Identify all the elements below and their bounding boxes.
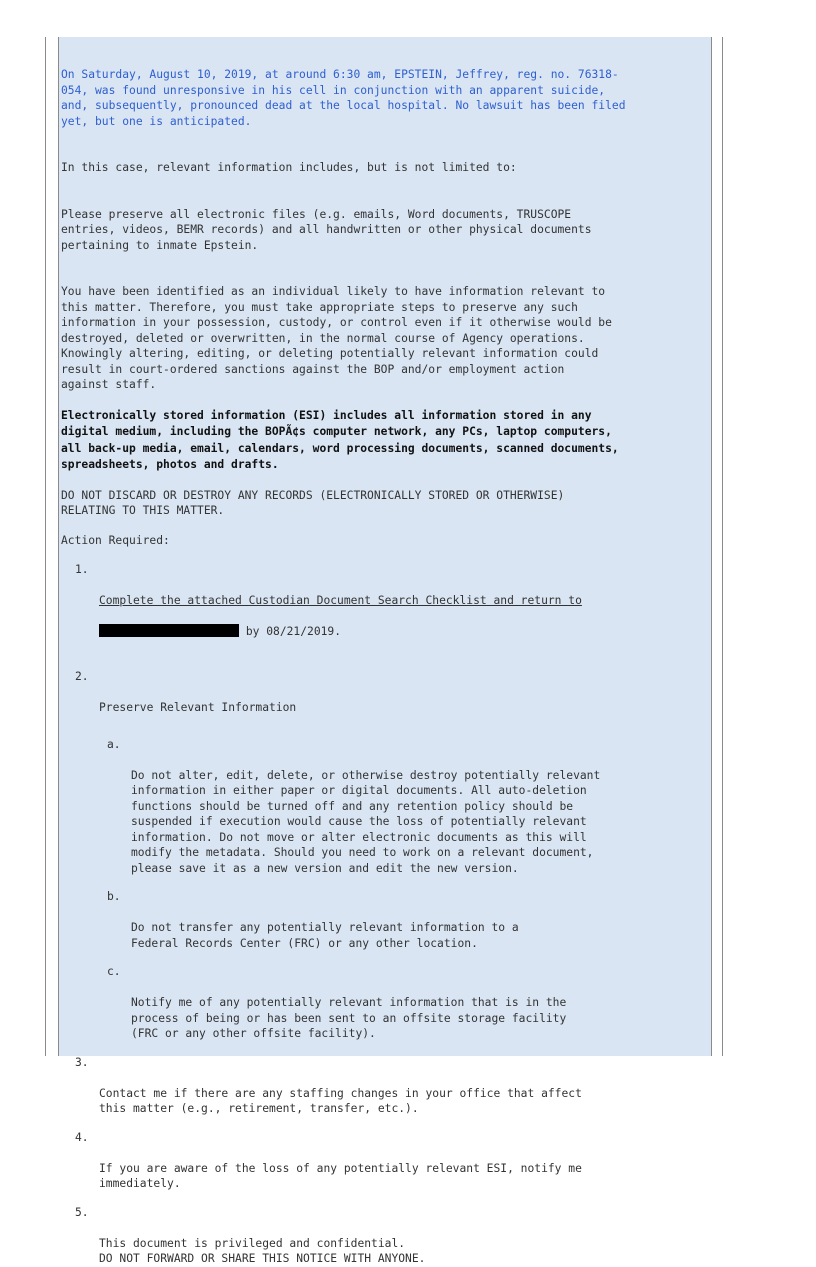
action-subitem-a [107,737,711,877]
email-body-panel [58,37,712,1265]
action-item-2-text: Preserve Relevant Information [99,701,297,714]
action-subitem-c [107,964,711,1042]
action-item-4-text: If you are aware of the loss of any potentially relevant ESI, notify me immediately. [99,1161,582,1190]
action-item-5-text: This document is privileged and confidential. DO NOT FORWARD OR SHARE THIS NOTICE WITH ANYONE. [99,1236,426,1265]
action-subitem-letter: c. [107,965,121,978]
action-item-2 [75,669,711,716]
action-subitem-letter: b. [107,890,121,903]
action-item-3-text: Contact me if there are any staffing changes in your office that affect this matter (e.g., retirement, transfer, etc.). [99,1086,582,1115]
esi-definition-paragraph: Electronically stored information (ESI) includes all information stored in any digital medium, including the BOPÃ¢s computer network, any PCs, laptop computers, all back-up media, email, calendars, word processing documents, scanned documents, spreadsheets, photos and drafts. [61,408,619,471]
action-item-number: 5. [75,1205,89,1219]
action-subitem-c-text: Notify me of any potentially relevant information that is in the process of being or has been sent to an offsite storage facility (FRC or any other offsite facility). [131,996,567,1040]
action-subitem-b-text: Do not transfer any potentially relevant information to a Federal Records Center (FRC) or any other location. [131,921,519,950]
action-item-1-text: Complete the attached Custodian Document Search Checklist and return to [99,594,582,607]
action-item-1-deadline: by 08/21/2019. [245,625,342,638]
action-subitem-letter: a. [107,737,121,751]
action-subitem-a-text: Do not alter, edit, delete, or otherwise destroy potentially relevant information in either paper or digital documents. All auto-deletion functions should be turned off and any retention policy should be suspended if execution would cause the loss of potentially relevant information. Do not move or alter electronic documents as this will modify the metadata. Should you need to work on a relevant document, please save it as a new version and edit the new version. [131,768,601,875]
action-item-5 [75,1205,711,1267]
action-item-3 [75,1055,711,1117]
relevant-intro: In this case, relevant information includes, but is not limited to: [61,161,517,174]
preserve-files-paragraph: Please preserve all electronic files (e.g. emails, Word documents, TRUSCOPE entries, videos, BEMR records) and all handwritten or other physical documents pertaining to inmate Epstein. [61,207,592,252]
action-item-number: 2. [75,670,89,683]
do-not-discard-notice: DO NOT DISCARD OR DESTROY ANY RECORDS (ELECTRONICALLY STORED OR OTHERWISE) RELATING TO THIS MATTER. [61,488,565,517]
action-item-1 [75,562,711,655]
action-subitem-b [107,889,711,951]
action-item-number: 3. [75,1055,89,1069]
incident-paragraph: On Saturday, August 10, 2019, at around 6:30 am, EPSTEIN, Jeffrey, reg. no. 76318- 054, was found unresponsive in his cell in conjunction with an apparent suicide, and, subsequently, pronounced dead at the local hospital. No lawsuit has been filed yet, but one is anticipated. [61,68,626,128]
action-item-number: 1. [75,563,89,576]
action-item-4 [75,1130,711,1192]
action-required-heading: Action Required: [61,533,170,547]
right-margin-rule [722,37,723,1056]
action-item-number: 4. [75,1130,89,1144]
notice-content [61,67,711,1267]
left-margin-rule [45,37,46,1056]
identified-paragraph: You have been identified as an individual likely to have information relevant to this matter. Therefore, you must take appropriate steps to preserve any such information in your possession, custody, or control even if it otherwise would be destroyed, deleted or overwritten, in the normal course of Agency operations. Knowingly altering, editing, or deleting potentially relevant information could result in court-ordered sanctions against the BOP and/or employment action against staff. [61,285,612,391]
redaction-block [99,624,239,637]
